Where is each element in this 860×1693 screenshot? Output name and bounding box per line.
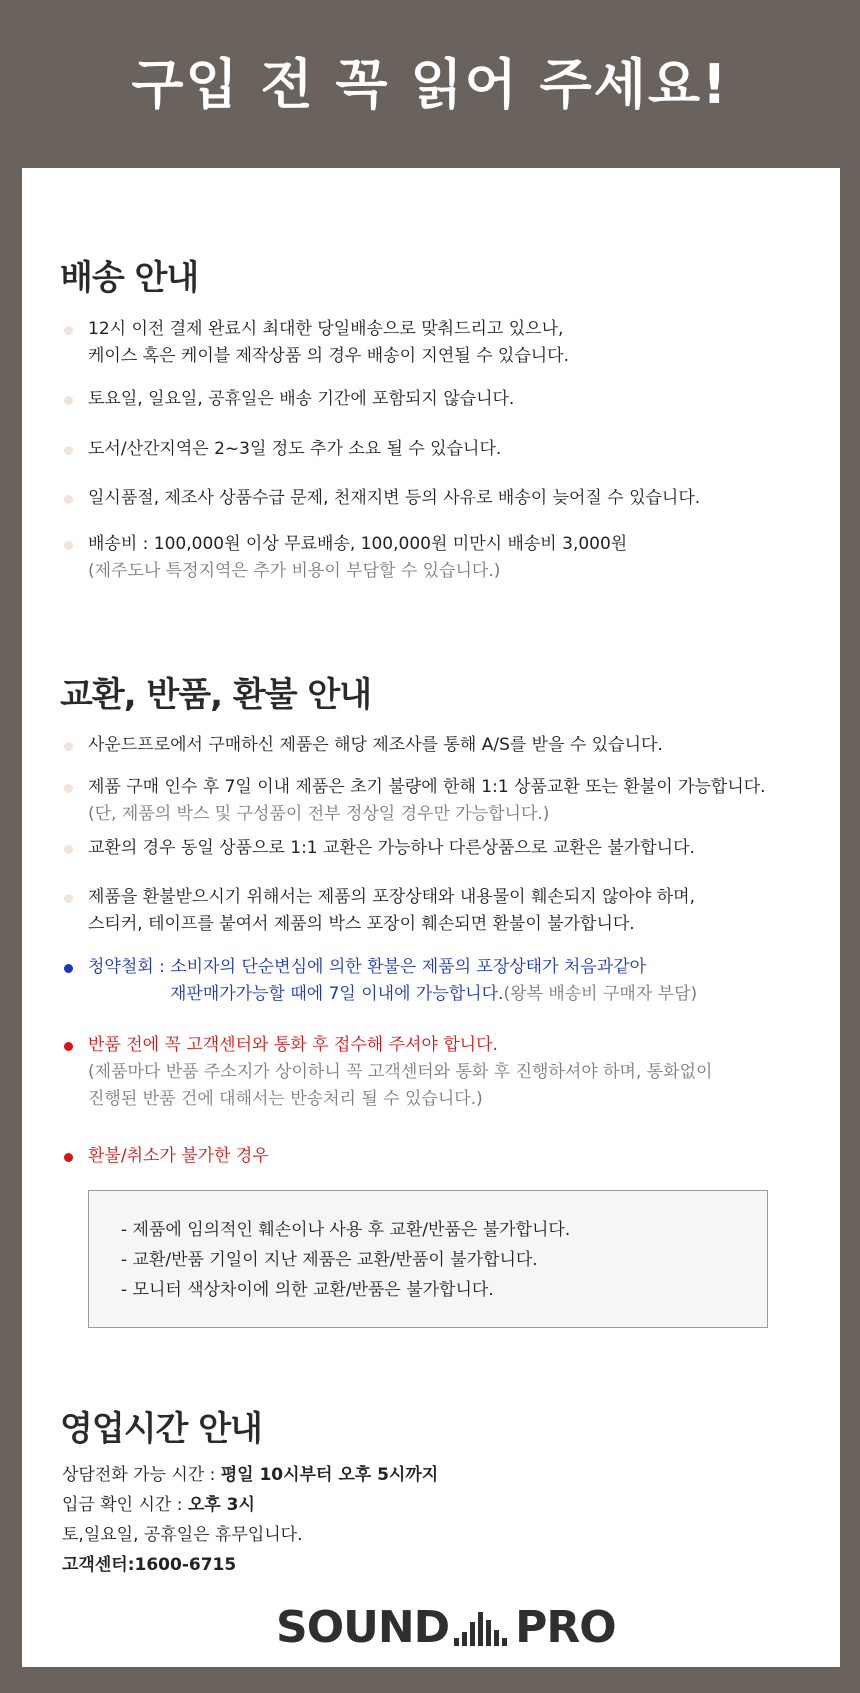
delivery-item-4-text: 일시품절, 제조사 상품수급 문제, 천재지변 등의 사유로 배송이 늦어질 수 있습니다. bbox=[88, 488, 701, 508]
exchange-item-5 bbox=[88, 954, 697, 1008]
page-title: 구입 전 꼭 읽어 주세요! bbox=[131, 52, 729, 116]
exchange-item-4-line-1: 제품을 환불받으시기 위해서는 제품의 포장상태와 내용물이 훼손되지 않아야 하며, bbox=[88, 887, 695, 907]
exchange-item-1 bbox=[88, 732, 663, 759]
delivery-fee-text: 배송비 : 100,000원 이상 무료배송, 100,000원 미만시 배송비 3,000원 bbox=[88, 534, 628, 554]
equalizer-icon bbox=[453, 1610, 511, 1646]
content-panel bbox=[22, 168, 840, 1667]
bullet-icon bbox=[64, 1042, 73, 1051]
non-refundable-line-1: - 제품에 임의적인 훼손이나 사용 후 교환/반품은 불가합니다. bbox=[121, 1220, 571, 1240]
bullet-icon bbox=[64, 396, 73, 405]
bullet-icon bbox=[64, 845, 73, 854]
non-refundable-line-2: - 교환/반품 기일이 지난 제품은 교환/반품이 불가합니다. bbox=[121, 1250, 538, 1270]
exchange-item-2-note: (단, 제품의 박스 및 구성품이 전부 정상일 경우만 가능합니다.) bbox=[88, 804, 550, 824]
exchange-item-4-line-2: 스티커, 테이프를 붙여서 제품의 박스 포장이 훼손되면 환불이 불가합니다. bbox=[88, 914, 635, 934]
return-warning-text: 반품 전에 꼭 고객센터와 통화 후 접수해 주셔야 합니다. bbox=[88, 1035, 498, 1055]
bullet-icon bbox=[64, 326, 73, 335]
bullet-icon bbox=[64, 1153, 73, 1162]
bullet-icon bbox=[64, 446, 73, 455]
exchange-item-2 bbox=[88, 774, 766, 828]
hours-title: 영업시간 안내 bbox=[60, 1409, 262, 1449]
non-refundable-line-3: - 모니터 색상차이에 의한 교환/반품은 불가합니다. bbox=[121, 1280, 494, 1300]
exchange-item-4 bbox=[88, 884, 695, 938]
delivery-item-5 bbox=[88, 531, 627, 585]
exchange-item-7 bbox=[88, 1143, 269, 1170]
holiday-info: 토,일요일, 공휴일은 휴무입니다. bbox=[62, 1525, 303, 1545]
delivery-fee-note: (제주도나 특정지역은 추가 비용이 부담할 수 있습니다.) bbox=[88, 561, 501, 581]
bullet-icon bbox=[64, 784, 73, 793]
phone-hours: 상담전화 가능 시간 : 평일 10시부터 오후 5시까지 bbox=[62, 1465, 439, 1485]
bullet-icon bbox=[64, 541, 73, 550]
deposit-hours: 입금 확인 시간 : 오후 3시 bbox=[62, 1495, 255, 1515]
delivery-item-1-line-1: 12시 이전 결제 완료시 최대한 당일배송으로 맞춰드리고 있으나, bbox=[88, 319, 564, 339]
delivery-item-1-line-2: 케이스 혹은 케이블 제작상품 의 경우 배송이 지연될 수 있습니다. bbox=[88, 346, 570, 366]
delivery-item-2 bbox=[88, 386, 514, 413]
exchange-item-1-text: 사운드프로에서 구매하신 제품은 해당 제조사를 통해 A/S를 받을 수 있습니다. bbox=[88, 735, 663, 755]
delivery-item-4 bbox=[88, 485, 700, 512]
bullet-icon bbox=[64, 894, 73, 903]
soundpro-logo: SOUND PRO bbox=[276, 1602, 616, 1653]
exchange-item-6 bbox=[88, 1032, 712, 1113]
exchange-item-3 bbox=[88, 835, 695, 862]
withdrawal-note: (왕복 배송비 구매자 부담) bbox=[503, 984, 698, 1004]
bullet-icon bbox=[64, 495, 73, 504]
withdrawal-line-2: 재판매가가능할 때에 7일 이내에 가능합니다. bbox=[170, 984, 504, 1004]
delivery-item-3 bbox=[88, 436, 501, 463]
withdrawal-line-1: 청약철회 : 소비자의 단순변심에 의한 환불은 제품의 포장상태가 처음과같아 bbox=[88, 957, 647, 977]
exchange-item-2-text: 제품 구매 인수 후 7일 이내 제품은 초기 불량에 한해 1:1 상품교환 또는 환불이 가능합니다. bbox=[88, 777, 766, 797]
delivery-item-3-text: 도서/산간지역은 2~3일 정도 추가 소요 될 수 있습니다. bbox=[88, 439, 502, 459]
non-refundable-box bbox=[88, 1190, 768, 1328]
page-header bbox=[0, 0, 860, 168]
bullet-icon bbox=[64, 964, 73, 973]
customer-center: 고객센터:1600-6715 bbox=[62, 1555, 237, 1575]
exchange-item-3-text: 교환의 경우 동일 상품으로 1:1 교환은 가능하나 다른상품으로 교환은 불가합니다. bbox=[88, 838, 695, 858]
bullet-icon bbox=[64, 742, 73, 751]
return-warning-note-2: 진행된 반품 건에 대해서는 반송처리 될 수 있습니다.) bbox=[88, 1089, 483, 1109]
return-warning-note-1: (제품마다 반품 주소지가 상이하니 꼭 고객센터와 통화 후 진행하셔야 하며, 통화없이 bbox=[88, 1062, 713, 1082]
hours-info bbox=[62, 1460, 438, 1580]
delivery-title: 배송 안내 bbox=[60, 258, 199, 298]
non-refundable-title: 환불/취소가 불가한 경우 bbox=[88, 1146, 269, 1166]
delivery-item-1 bbox=[88, 316, 569, 370]
delivery-item-2-text: 토요일, 일요일, 공휴일은 배송 기간에 포함되지 않습니다. bbox=[88, 389, 515, 409]
exchange-title: 교환, 반품, 환불 안내 bbox=[60, 675, 372, 715]
